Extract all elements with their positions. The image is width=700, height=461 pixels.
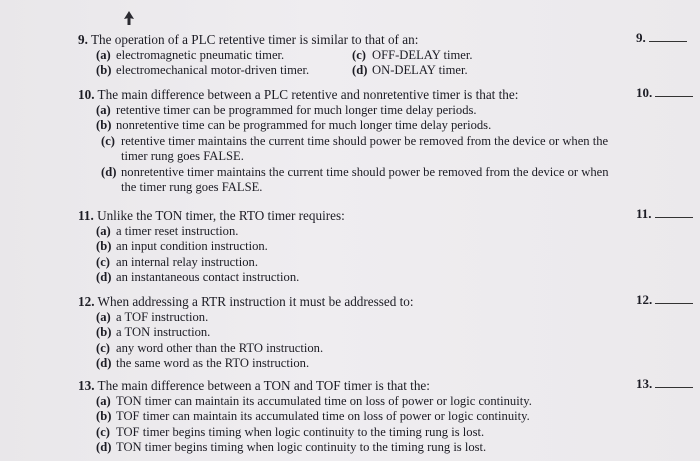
question-text: Unlike the TON timer, the RTO timer requires: [97,208,345,223]
question-12 [78,294,623,372]
question-text: When addressing a RTR instruction it must be addressed to: [97,294,414,309]
question-number: 11. [78,208,94,223]
answer-blank-12[interactable] [636,292,700,308]
question-10 [78,87,623,196]
answer-label: 12. [636,292,653,307]
question-text: The main difference between a TON and TOF timer is that the: [97,378,430,393]
answer-blank-9[interactable] [636,30,700,46]
answer-line [655,387,693,388]
option-c: (c) retentive timer maintains the current time should power be removed from the device or when the timer rung goes FALSE. [101,133,609,164]
option-c: (c) TOF timer begins timing when logic continuity to the timing rung is lost. [96,424,485,439]
question-stem [78,378,623,394]
answer-label: 13. [636,376,653,391]
question-text: The main difference between a PLC retentive and nonretentive timer is that the: [97,87,519,102]
question-13 [78,378,623,456]
option-b: (b) an input condition instruction. [96,239,268,254]
option-d: (d) TON timer begins timing when logic continuity to the timing rung is lost. [96,440,487,455]
option-d: (d) nonretentive timer maintains the current time should power be removed from the device or when the timer rung goes FALSE. [101,164,609,195]
question-text: The operation of a PLC retentive timer is similar to that of an: [90,32,419,47]
answer-label: 9. [636,30,646,45]
answer-line [649,41,687,42]
answer-blank-10[interactable] [636,85,700,101]
answer-line [655,303,693,304]
answer-line [655,96,693,97]
option-b: (b) a TON instruction. [96,325,211,340]
option-d: (d) an instantaneous contact instruction. [96,270,300,285]
options-grid [78,48,623,79]
mouse-pointer-icon [122,10,136,26]
question-stem [78,87,623,103]
answer-label: 10. [636,85,653,100]
question-number: 9. [78,32,88,47]
option-d: (d) the same word as the RTO instruction. [96,356,310,371]
option-a: (a) retentive timer can be programmed for much longer time delay periods. [96,102,477,117]
question-9 [78,32,623,79]
option-a: (a) a TOF instruction. [96,309,209,324]
option-b: (b) TOF timer can maintain its accumulated time on loss of power or logic continuity. [96,409,530,424]
question-number: 12. [78,294,95,309]
option-a: (a) electromagnetic pneumatic timer. [96,47,285,62]
answer-label: 11. [636,206,652,221]
question-number: 10. [78,87,95,102]
option-a: (a) a timer reset instruction. [96,223,239,238]
option-a: (a) TON timer can maintain its accumulated time on loss of power or logic continuity. [96,393,532,408]
option-b: (b) electromechanical motor-driven timer. [96,63,310,78]
option-c: (c) any word other than the RTO instruction. [96,340,324,355]
option-b: (b) nonretentive time can be programmed for much longer time delay periods. [96,118,492,133]
question-11 [78,208,623,286]
option-c: (c) an internal relay instruction. [96,254,258,269]
question-stem [78,32,623,48]
question-stem [78,208,623,224]
answer-blank-11[interactable] [636,206,700,222]
answer-line [655,217,693,218]
question-number: 13. [78,378,95,393]
option-c: (c) OFF-DELAY timer. [352,47,473,62]
answer-blank-13[interactable] [636,376,700,392]
option-d: (d) ON-DELAY timer. [352,63,468,78]
question-stem [78,294,623,310]
